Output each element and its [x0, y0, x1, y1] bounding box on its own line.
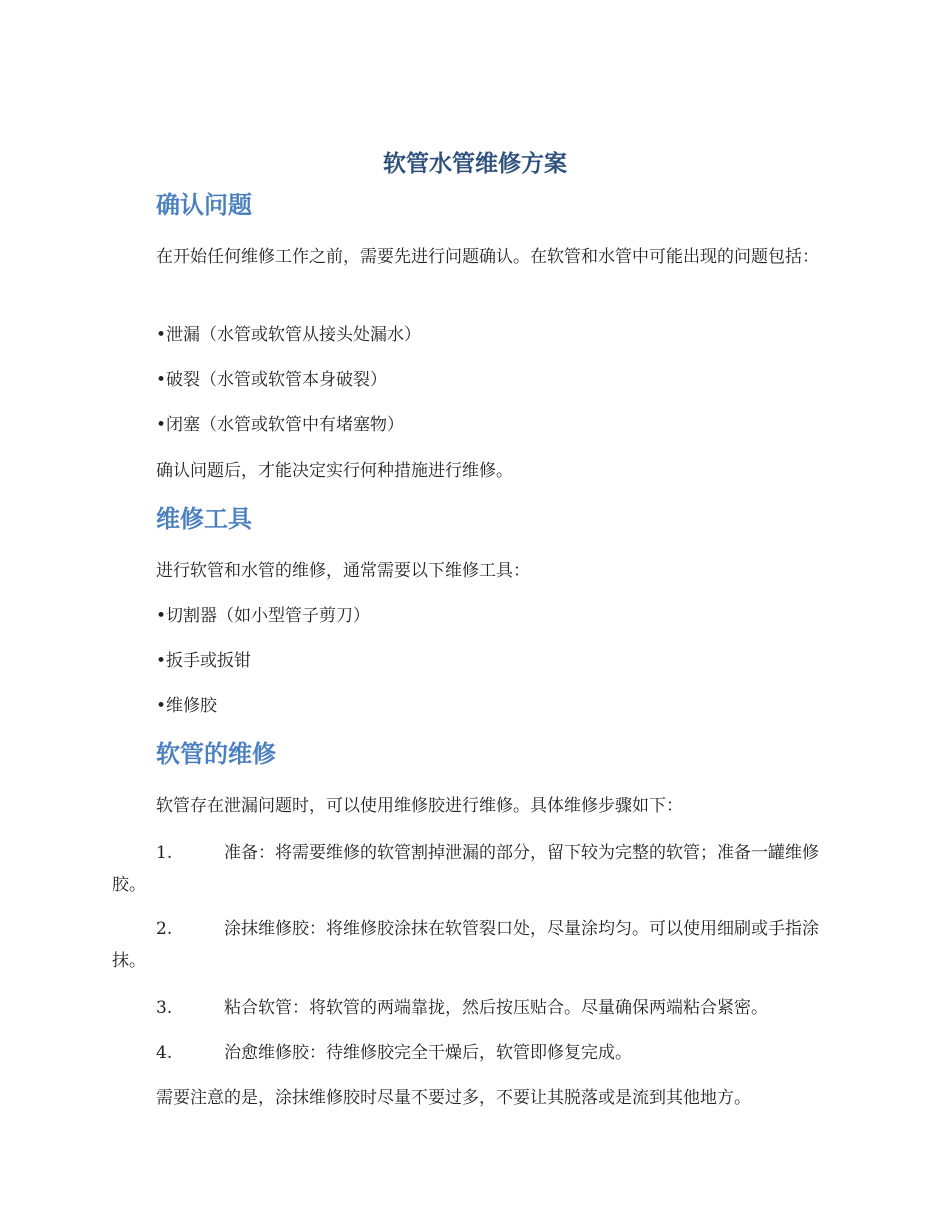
list-item: •切割器（如小型管子剪刀）	[156, 606, 370, 626]
list-item: •闭塞（水管或软管中有堵塞物）	[156, 415, 404, 435]
bullet-icon: •	[156, 370, 167, 390]
list-item: •扳手或扳钳	[156, 651, 251, 671]
step-number: 2.	[156, 919, 173, 939]
document-title: 软管水管维修方案	[383, 151, 567, 177]
bullet-icon: •	[156, 606, 167, 626]
section-intro-confirm-problem: 在开始任何维修工作之前，需要先进行问题确认。在软管和水管中可能出现的问题包括：	[156, 247, 819, 267]
step-text: 治愈维修胶：待维修胶完全干燥后，软管即修复完成。	[224, 1043, 632, 1063]
step-number: 1.	[156, 843, 173, 863]
bullet-icon: •	[156, 696, 167, 716]
section-heading-confirm-problem: 确认问题	[156, 191, 252, 219]
list-item: •泄漏（水管或软管从接头处漏水）	[156, 325, 421, 345]
numbered-step	[112, 913, 840, 977]
list-item: •维修胶	[156, 696, 217, 716]
section-intro-hose-repair: 软管存在泄漏问题时，可以使用维修胶进行维修。具体维修步骤如下：	[156, 796, 683, 816]
section-intro-repair-tools: 进行软管和水管的维修，通常需要以下维修工具：	[156, 561, 530, 581]
section-heading-hose-repair: 软管的维修	[156, 740, 276, 768]
step-text: 准备：将需要维修的软管割掉泄漏的部分，留下较为完整的软管；准备一罐维修胶。	[112, 843, 819, 895]
bullet-icon: •	[156, 325, 167, 345]
numbered-step	[112, 1037, 840, 1069]
section-outro-hose-repair: 需要注意的是，涂抹维修胶时尽量不要过多，不要让其脱落或是流到其他地方。	[156, 1088, 751, 1108]
numbered-step	[112, 992, 840, 1024]
step-number: 4.	[156, 1043, 173, 1063]
step-number: 3.	[156, 998, 173, 1018]
list-item: •破裂（水管或软管本身破裂）	[156, 370, 387, 390]
section-outro-confirm-problem: 确认问题后，才能决定实行何种措施进行维修。	[156, 461, 513, 481]
step-text: 涂抹维修胶：将维修胶涂抹在软管裂口处，尽量涂均匀。可以使用细刷或手指涂抹。	[112, 919, 819, 971]
numbered-step	[112, 837, 840, 901]
section-heading-repair-tools: 维修工具	[156, 505, 252, 533]
bullet-icon: •	[156, 651, 167, 671]
step-text: 粘合软管：将软管的两端靠拢，然后按压贴合。尽量确保两端粘合紧密。	[224, 998, 768, 1018]
bullet-icon: •	[156, 415, 167, 435]
